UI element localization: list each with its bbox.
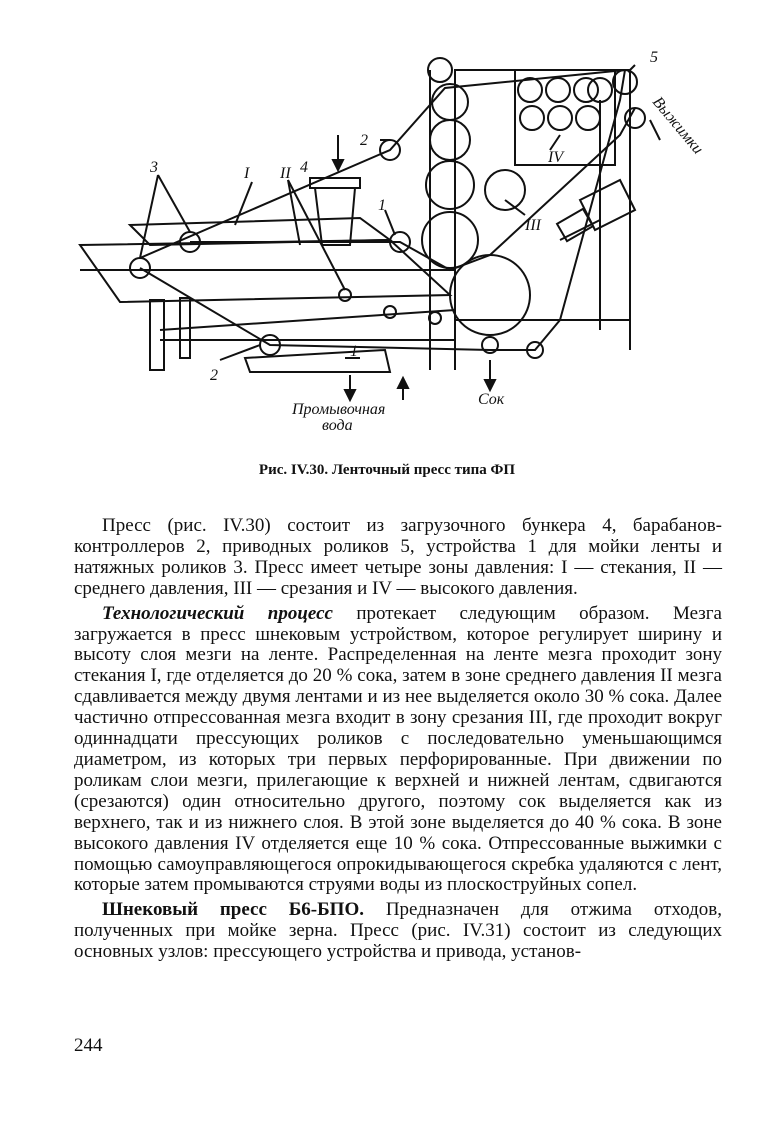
paragraph-1: Пресс (рис. IV.30) состоит из загрузочного бункера 4, барабанов-контроллеров 2, приводных роликов 5, устройства 1 для мойки ленты и натяжных роликов 3. Пресс имеет четыре зоны давления: I — стекания, II — среднего давления, III — срезания и IV — высокого давления. xyxy=(74,515,722,599)
label-wash-water-2: вода xyxy=(322,417,353,434)
label-wash-water-1: Промывочная xyxy=(292,401,386,418)
paragraph-3 xyxy=(74,900,722,963)
label-zone-ii: II xyxy=(280,165,291,182)
body-text xyxy=(74,516,722,963)
label-1-bottom: 1 xyxy=(350,343,358,360)
pomace-arrow xyxy=(650,120,660,140)
label-zone-i: I xyxy=(244,165,250,182)
leg-1 xyxy=(150,300,164,370)
press-diagram xyxy=(60,40,740,460)
hopper-4 xyxy=(315,188,355,245)
press-roller-5 xyxy=(432,84,468,120)
press-roller-large xyxy=(450,255,530,335)
label-zone-iv: IV xyxy=(548,149,564,166)
label-2-bottom: 2 xyxy=(210,367,218,384)
hopper-rim xyxy=(310,178,360,188)
label-zone-iii: III xyxy=(525,217,541,234)
label-vyzhimki: Выжимки xyxy=(648,93,707,158)
label-3: 3 xyxy=(150,159,158,176)
paragraph-2-text: протекает следующим образом. Мезга загружается в пресс шнековым устройством, которое регулирует ширину и высоту слоя мезги на ленте. Распределенная на ленте мезга проходит зону стекания I, где отделяется до 20 % сока, затем в зоне среднего давления II мезга сдавливается между двумя лентами и из нее выделяется около 30 % сока. Далее частично отпрессованная мезга входит в зону срезания III, где проходит вокруг одиннадцати прессующих роликов с последовательно уменьшающимся диаметром, из которых три первых перфорированные. При движении по роликам слои мезги, прилегающие к верхней и нижней лентам, сдвигаются (срезаются) один относительно другого, поэтому сок выделяется как из верхнего, так и из нижнего слоя. В этой зоне выделяется до 40 % сока. В зоне высокого давления IV отделяется еще 10 % сока. Отпрессованные выжимки с помощью самоуправляющегося опрокидывающегося скребка удаляются с лент, которые затем промываются струями воды из плоскоструйных сопел. xyxy=(74,602,722,896)
page-number: 244 xyxy=(74,1035,103,1056)
label-2-top: 2 xyxy=(360,132,368,149)
upper-belt xyxy=(190,108,635,270)
paragraph-3-lead: Шнековый пресс Б6-БПО. xyxy=(102,899,364,921)
label-4: 4 xyxy=(300,159,308,176)
press-roller-3 xyxy=(426,161,474,209)
press-roller-4 xyxy=(430,120,470,160)
wash-trough xyxy=(245,350,390,372)
paragraph-3-text: Предназначен для отжима отходов, полученных при мойке зерна. Пресс (рис. IV.31) состоит из следующих основных узлов: прессующего устройства и привода, установ- xyxy=(74,899,722,963)
press-roller-6 xyxy=(485,170,525,210)
paragraph-2-lead: Технологический процесс xyxy=(102,602,333,624)
drive-roller-5b xyxy=(625,108,645,128)
top-roller xyxy=(428,58,452,82)
paragraph-2 xyxy=(74,604,722,897)
belt-press-drawing xyxy=(60,40,740,460)
figure-caption: Рис. IV.30. Ленточный пресс типа ФП xyxy=(258,462,516,478)
label-sok: Сок xyxy=(478,391,505,408)
label-1-top: 1 xyxy=(378,197,386,214)
label-5: 5 xyxy=(650,49,658,66)
drive-motor xyxy=(580,180,635,230)
press-frame xyxy=(455,70,630,320)
